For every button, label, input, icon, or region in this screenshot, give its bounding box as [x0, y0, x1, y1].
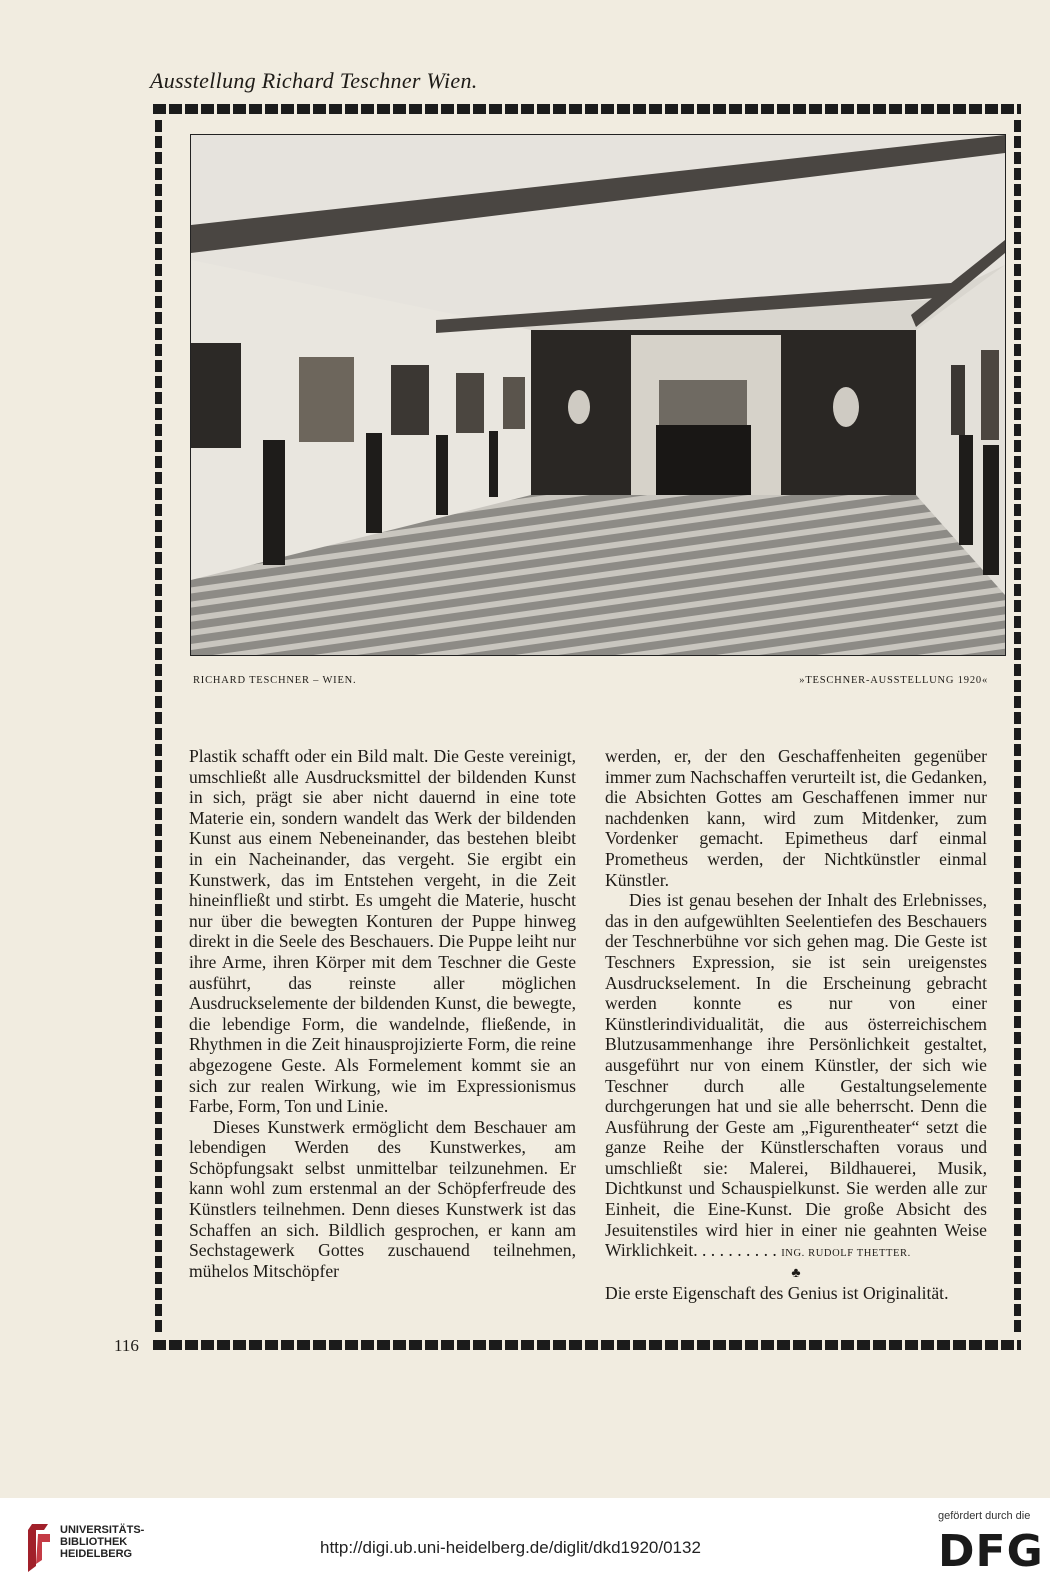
page-header-title: Ausstellung Richard Teschner Wien.	[150, 68, 478, 93]
library-name: UNIVERSITÄTS- BIBLIOTHEK HEIDELBERG	[60, 1524, 145, 1560]
dfg-note: gefördert durch die	[938, 1510, 1031, 1522]
border-right	[1014, 120, 1021, 1336]
border-top	[153, 104, 1021, 114]
paragraph: Plastik schafft oder ein Bild malt. Die Geste vereinigt, umschließt alle Ausdrucksmittel der bildenden Kunst in sich, prägt sie aber nicht dauernd in eine tote Materie ein, sondern wandelt das Werk der bildenden Kunst aus einem Nebeneinander, das bestehen bleibt in ein Nacheinander, das vergeht. Sie ergibt ein Kunstwerk, das im Entstehen vergeht, in die Zeit hineinfließt und stirbt. Es umgeht die Materie, huscht nur über die bewegten Konturen der Puppe hinweg direkt in die Seele des Beschauers. Die Puppe leiht nur ihre Arme, ihren Körper mit dem Teschner die Geste ausführt, das reinste aller möglichen Ausdruckselemente der bildenden Kunst, die bewegte, die lebendige Form, die wandelnde, fließende, in Rhythmen in die Zeit hinausprojizierte Form, die reine abgezogene Geste. Als Formelement kommt sie an sich zur realen Wirkung, wie im Expressionismus Farbe, Form, Ton und Linie.	[189, 746, 576, 1117]
closing-quote: Die erste Eigenschaft des Genius ist Originalität.	[605, 1282, 949, 1303]
ornament-icon: ♣	[791, 1265, 801, 1281]
paragraph: werden, er, der den Geschaffenheiten gegenüber immer zum Nachschaffen verurteilt ist, die Gedanken, die Absichten Gottes am Geschaffenen immer nur nachdenken kann, wird zum Mitdenker, zum Vordenker gemacht. Epimetheus darf einmal Prometheus werden, der Nichtkünstler einmal Künstler.	[605, 746, 987, 890]
paragraph	[605, 890, 987, 1265]
author-signature: ING. RUDOLF THETTER.	[781, 1248, 911, 1260]
source-url-link[interactable]: http://digi.ub.uni-heidelberg.de/diglit/dkd1920/0132	[320, 1538, 701, 1557]
footer-bar	[0, 1498, 1050, 1589]
library-logo-icon	[22, 1520, 54, 1576]
paragraph: Dieses Kunstwerk ermöglicht dem Beschauer am lebendigen Werden des Kunstwerkes, am Schöpfungsakt selbst unmittelbar teilzunehmen. Er kann wohl zum erstenmal an der Schöpferfreude des Künstlers teilnehmen. Denn dieses Kunstwerk ist das Schaffen an sich. Bildlich gesprochen, er kann am Sechstagewerk Gottes zuschauend teilnehmen, mühelos Mitschöpfer	[189, 1116, 576, 1281]
caption-left: RICHARD TESCHNER – WIEN.	[193, 675, 357, 686]
border-left	[155, 120, 162, 1336]
text-column-right	[605, 746, 987, 1303]
dfg-logo: DFG	[938, 1526, 1044, 1577]
signature-dots: . . . . . . . . .	[697, 1240, 782, 1261]
border-bottom	[153, 1340, 1021, 1350]
exhibition-photo	[190, 134, 1006, 656]
text-column-left	[189, 746, 576, 1281]
page-number: 116	[114, 1336, 139, 1355]
caption-right: »TESCHNER-AUSSTELLUNG 1920«	[799, 675, 988, 686]
paragraph-text: Dies ist genau besehen der Inhalt des Erlebnisses, das in den aufgewühlten Seelentiefen des Beschauers der Teschnerbühne vor sich gehen mag. Die Geste ist Teschners Expression, sie ist sein ureigenstes Ausdruckselement. In die Erscheinung gebracht werden konnte es nur von einer Künstlerindividualität, die aus österreichischem Blutzusammenhange ihre Persönlichkeit gestaltet, ausgeführt nur von einem Künstler, der sich wie Teschner durch alle Gestaltungselemente durchgerungen hat und sie alle beherrscht. Denn die Ausführung der Geste am „Figurentheater“ setzt die ganze Reihe der Künstlerschaften voraus und umschließt sie: Malerei, Bildhauerei, Musik, Dichtkunst und Schauspielkunst. Sie werden alle zur Einheit, die Eine-Kunst. Die große Absicht des Jesuitenstiles wird hier in einer nie geahnten Weise Wirklichkeit.	[605, 890, 987, 1261]
